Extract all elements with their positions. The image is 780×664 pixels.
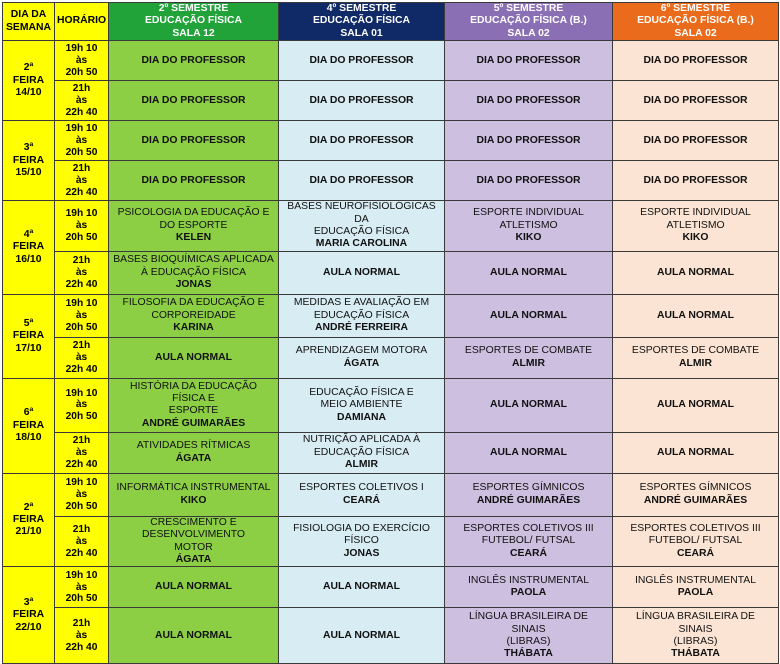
class-cell-semester-6: [613, 294, 779, 337]
day-label: [3, 378, 55, 473]
time-slot: [55, 432, 109, 473]
time-text: 22h 40: [65, 278, 98, 290]
class-cell-semester-5: [445, 41, 613, 81]
time-slot: [55, 201, 109, 252]
time-text: às: [75, 309, 88, 321]
class-status: DIA DO PROFESSOR: [141, 94, 246, 106]
time-text: 20h 50: [65, 146, 98, 158]
teacher-name: JONAS: [343, 547, 380, 559]
course-name: DA: [354, 213, 369, 225]
schedule-row: [3, 161, 779, 201]
course-name: FISIOLOGIA DO EXERCÍCIO: [293, 523, 430, 535]
class-cell-semester-2: [109, 251, 279, 294]
day-label: [3, 567, 55, 664]
course-name: FILOSOFIA DA EDUCAÇÃO E: [122, 297, 265, 309]
day-text: 3ª: [23, 596, 34, 608]
time-text: às: [75, 446, 88, 458]
class-cell-semester-4: [279, 41, 445, 81]
time-text: às: [75, 174, 88, 186]
schedule-row: [3, 251, 779, 294]
time-text: 21h: [72, 255, 91, 267]
time-text: 22h 40: [65, 641, 98, 653]
header-semester-6: 6º SEMESTRE EDUCAÇÃO FÍSICA (B.) SALA 02: [613, 3, 779, 41]
teacher-name: KIKO: [515, 232, 542, 244]
time-text: 22h 40: [65, 547, 98, 559]
class-cell-semester-4: [279, 161, 445, 201]
teacher-name: ANDRÉ GUIMARÃES: [476, 494, 581, 506]
teacher-name: PAOLA: [510, 587, 547, 599]
time-text: às: [75, 351, 88, 363]
class-status: AULA NORMAL: [323, 629, 400, 641]
class-status: DIA DO PROFESSOR: [643, 94, 748, 106]
teacher-name: CEARÁ: [677, 547, 714, 559]
class-status: AULA NORMAL: [155, 351, 232, 363]
time-text: às: [75, 535, 88, 547]
course-name: ESPORTES DE COMBATE: [464, 345, 593, 357]
class-status: DIA DO PROFESSOR: [643, 54, 748, 66]
day-text: 21/10: [15, 526, 42, 538]
time-slot: [55, 81, 109, 121]
class-status: DIA DO PROFESSOR: [309, 134, 414, 146]
time-text: 20h 50: [65, 231, 98, 243]
course-name: DESENVOLVIMENTO: [142, 529, 245, 541]
class-status: AULA NORMAL: [657, 266, 734, 278]
class-cell-semester-5: [445, 121, 613, 161]
day-text: FEIRA: [12, 513, 45, 525]
time-text: às: [75, 266, 88, 278]
header-day: DIA DA SEMANA: [3, 3, 55, 41]
class-cell-semester-5: [445, 608, 613, 664]
class-cell-semester-4: [279, 294, 445, 337]
class-cell-semester-6: [613, 121, 779, 161]
course-name: EDUCAÇÃO FÍSICA E: [309, 386, 414, 398]
time-text: 21h: [72, 83, 91, 95]
teacher-name: ANDRÉ GUIMARÃES: [141, 417, 246, 429]
course-name: EDUCAÇÃO FÍSICA: [313, 309, 410, 321]
time-text: às: [75, 581, 88, 593]
class-cell-semester-5: [445, 161, 613, 201]
time-slot: [55, 567, 109, 608]
schedule-row: [3, 201, 779, 252]
header-row: [3, 3, 779, 41]
class-cell-semester-6: [613, 251, 779, 294]
course-name: ESPORTE: [168, 405, 219, 417]
class-cell-semester-5: [445, 201, 613, 252]
day-label: [3, 294, 55, 378]
day-text: 6ª: [23, 407, 34, 419]
course-name: EDUCAÇÃO FÍSICA: [313, 226, 410, 238]
time-text: 21h: [72, 435, 91, 447]
class-cell-semester-2: [109, 516, 279, 567]
class-cell-semester-2: [109, 41, 279, 81]
day-label: [3, 201, 55, 295]
time-text: 21h: [72, 523, 91, 535]
teacher-name: MARIA CAROLINA: [315, 238, 408, 250]
course-name: APRENDIZAGEM MOTORA: [295, 345, 428, 357]
teacher-name: THÁBATA: [671, 648, 720, 660]
course-name: INFORMÁTICA INSTRUMENTAL: [116, 482, 271, 494]
class-cell-semester-5: [445, 567, 613, 608]
course-name: ESPORTES GÍMNICOS: [472, 482, 585, 494]
class-status: AULA NORMAL: [490, 446, 567, 458]
time-text: 19h 10: [65, 569, 98, 581]
class-cell-semester-6: [613, 432, 779, 473]
time-slot: [55, 251, 109, 294]
day-text: 16/10: [15, 253, 42, 265]
class-status: AULA NORMAL: [490, 266, 567, 278]
class-cell-semester-4: [279, 567, 445, 608]
schedule-row: [3, 337, 779, 378]
time-text: às: [75, 94, 88, 106]
teacher-name: KARINA: [173, 322, 214, 334]
class-cell-semester-2: [109, 294, 279, 337]
class-cell-semester-6: [613, 516, 779, 567]
schedule-row: [3, 473, 779, 516]
time-text: 22h 40: [65, 106, 98, 118]
course-name: FÍSICO: [344, 535, 379, 547]
class-cell-semester-5: [445, 294, 613, 337]
class-cell-semester-5: [445, 337, 613, 378]
class-cell-semester-2: [109, 432, 279, 473]
class-cell-semester-6: [613, 161, 779, 201]
class-status: DIA DO PROFESSOR: [309, 174, 414, 186]
course-name: FUTEBOL/ FUTSAL: [481, 535, 576, 547]
time-text: 19h 10: [65, 123, 98, 135]
day-text: 2ª: [23, 501, 34, 513]
class-cell-semester-5: [445, 81, 613, 121]
teacher-name: DAMIANA: [336, 411, 387, 423]
time-slot: [55, 161, 109, 201]
day-text: 14/10: [15, 86, 42, 98]
time-slot: [55, 378, 109, 432]
course-name: NUTRIÇÃO APLICADA À: [302, 434, 421, 446]
class-cell-semester-2: [109, 121, 279, 161]
class-cell-semester-4: [279, 81, 445, 121]
course-name: FUTEBOL/ FUTSAL: [648, 535, 743, 547]
schedule-row: [3, 432, 779, 473]
course-name: INGLÊS INSTRUMENTAL: [467, 575, 590, 587]
class-status: AULA NORMAL: [657, 446, 734, 458]
teacher-name: ANDRÉ FERREIRA: [315, 322, 408, 334]
course-name: ESPORTES COLETIVOS III: [463, 523, 594, 535]
course-name: BASES BIOQUÍMICAS APLICADA: [113, 254, 274, 266]
time-text: 20h 50: [65, 593, 98, 605]
time-text: 20h 50: [65, 500, 98, 512]
class-cell-semester-6: [613, 41, 779, 81]
class-cell-semester-4: [279, 251, 445, 294]
class-status: DIA DO PROFESSOR: [141, 54, 246, 66]
day-text: 17/10: [15, 342, 42, 354]
course-name: ESPORTES DE COMBATE: [631, 345, 760, 357]
teacher-name: ALMIR: [679, 357, 712, 369]
class-status: DIA DO PROFESSOR: [476, 94, 581, 106]
time-text: 19h 10: [65, 477, 98, 489]
course-name: ESPORTES COLETIVOS I: [299, 482, 424, 494]
teacher-name: ANDRÉ GUIMARÃES: [643, 494, 748, 506]
day-text: 22/10: [15, 621, 42, 633]
course-name: FÍSICA E: [172, 392, 215, 404]
course-name: (LIBRAS): [673, 635, 718, 647]
class-cell-semester-6: [613, 337, 779, 378]
class-cell-semester-2: [109, 608, 279, 664]
course-name: CORPOREIDADE: [151, 309, 236, 321]
class-cell-semester-5: [445, 378, 613, 432]
course-name: ATIVIDADES RÍTMICAS: [136, 440, 251, 452]
course-name: SINAIS: [678, 623, 713, 635]
course-name: INGLÊS INSTRUMENTAL: [634, 575, 757, 587]
class-cell-semester-4: [279, 337, 445, 378]
class-cell-semester-2: [109, 161, 279, 201]
teacher-name: ALMIR: [512, 357, 545, 369]
course-name: MEDIDAS E AVALIAÇÃO EM: [293, 297, 430, 309]
course-name: CRESCIMENTO E: [150, 516, 237, 528]
schedule-body: [3, 41, 779, 664]
day-text: 2ª: [23, 62, 34, 74]
course-name: ATLETISMO: [666, 219, 725, 231]
time-slot: [55, 608, 109, 664]
course-name: EDUCAÇÃO FÍSICA: [313, 446, 410, 458]
teacher-name: ALMIR: [345, 459, 378, 471]
class-status: AULA NORMAL: [657, 399, 734, 411]
schedule-row: [3, 121, 779, 161]
class-cell-semester-5: [445, 473, 613, 516]
day-text: FEIRA: [12, 330, 45, 342]
teacher-name: THÁBATA: [504, 648, 553, 660]
header-semester-4: 4º SEMESTRE EDUCAÇÃO FÍSICA SALA 01: [279, 3, 445, 41]
class-cell-semester-4: [279, 473, 445, 516]
time-slot: [55, 473, 109, 516]
time-text: 19h 10: [65, 387, 98, 399]
class-cell-semester-6: [613, 81, 779, 121]
time-text: às: [75, 134, 88, 146]
time-text: 20h 50: [65, 321, 98, 333]
schedule-row: [3, 516, 779, 567]
day-text: 15/10: [15, 166, 42, 178]
time-text: 19h 10: [65, 298, 98, 310]
day-text: FEIRA: [12, 609, 45, 621]
course-name: ESPORTES COLETIVOS III: [630, 523, 761, 535]
class-cell-semester-2: [109, 81, 279, 121]
class-status: AULA NORMAL: [490, 309, 567, 321]
time-text: às: [75, 399, 88, 411]
time-text: às: [75, 630, 88, 642]
course-name: ESPORTES GÍMNICOS: [639, 482, 752, 494]
class-cell-semester-2: [109, 201, 279, 252]
class-status: DIA DO PROFESSOR: [476, 54, 581, 66]
class-cell-semester-5: [445, 432, 613, 473]
schedule-row: [3, 608, 779, 664]
day-text: 5ª: [23, 317, 34, 329]
day-text: FEIRA: [12, 241, 45, 253]
time-text: 22h 40: [65, 363, 98, 375]
day-label: [3, 473, 55, 567]
class-cell-semester-6: [613, 473, 779, 516]
time-text: 22h 40: [65, 186, 98, 198]
teacher-name: ÁGATA: [343, 357, 380, 369]
class-cell-semester-5: [445, 516, 613, 567]
day-text: 3ª: [23, 142, 34, 154]
schedule-row: [3, 567, 779, 608]
class-cell-semester-5: [445, 251, 613, 294]
time-text: 19h 10: [65, 43, 98, 55]
schedule-row: [3, 81, 779, 121]
time-slot: [55, 294, 109, 337]
schedule-row: [3, 294, 779, 337]
teacher-name: JONAS: [175, 279, 212, 291]
course-name: ESPORTE INDIVIDUAL: [473, 207, 584, 219]
course-name: À EDUCAÇÃO FÍSICA: [140, 266, 247, 278]
class-status: AULA NORMAL: [490, 399, 567, 411]
class-status: DIA DO PROFESSOR: [476, 174, 581, 186]
time-text: 21h: [72, 618, 91, 630]
class-status: DIA DO PROFESSOR: [141, 134, 246, 146]
class-cell-semester-6: [613, 608, 779, 664]
day-text: 4ª: [23, 228, 34, 240]
course-name: LÍNGUA BRASILEIRA DE: [469, 611, 588, 623]
course-name: (LIBRAS): [506, 635, 551, 647]
class-cell-semester-2: [109, 378, 279, 432]
header-semester-5: 5º SEMESTRE EDUCAÇÃO FÍSICA (B.) SALA 02: [445, 3, 613, 41]
teacher-name: ÁGATA: [175, 452, 212, 464]
course-name: SINAIS: [511, 623, 546, 635]
class-status: AULA NORMAL: [323, 266, 400, 278]
time-text: 21h: [72, 163, 91, 175]
course-name: MOTOR: [174, 541, 213, 553]
class-status: AULA NORMAL: [155, 629, 232, 641]
class-status: DIA DO PROFESSOR: [643, 174, 748, 186]
day-text: FEIRA: [12, 74, 45, 86]
class-cell-semester-2: [109, 337, 279, 378]
course-name: HISTÓRIA DA EDUCAÇÃO: [129, 380, 258, 392]
course-name: ESPORTE INDIVIDUAL: [640, 207, 751, 219]
time-text: 19h 10: [65, 208, 98, 220]
class-schedule-table: [2, 2, 779, 664]
class-status: DIA DO PROFESSOR: [476, 134, 581, 146]
course-name: ATLETISMO: [499, 219, 558, 231]
header-time: HORÁRIO: [55, 3, 109, 41]
class-cell-semester-4: [279, 516, 445, 567]
teacher-name: PAOLA: [677, 587, 714, 599]
day-text: FEIRA: [12, 154, 45, 166]
teacher-name: CEARÁ: [510, 547, 547, 559]
class-status: DIA DO PROFESSOR: [643, 134, 748, 146]
course-name: LÍNGUA BRASILEIRA DE: [636, 611, 755, 623]
day-label: [3, 41, 55, 121]
class-status: AULA NORMAL: [323, 581, 400, 593]
course-name: PSICOLOGIA DA EDUCAÇÃO E: [117, 207, 270, 219]
class-cell-semester-4: [279, 121, 445, 161]
time-slot: [55, 121, 109, 161]
time-text: 20h 50: [65, 411, 98, 423]
time-text: às: [75, 54, 88, 66]
time-slot: [55, 41, 109, 81]
time-text: às: [75, 220, 88, 232]
teacher-name: ÁGATA: [175, 554, 212, 566]
teacher-name: KIKO: [180, 494, 207, 506]
time-slot: [55, 516, 109, 567]
teacher-name: CEARÁ: [343, 494, 380, 506]
course-name: MEIO AMBIENTE: [320, 399, 403, 411]
class-status: AULA NORMAL: [657, 309, 734, 321]
teacher-name: KELEN: [175, 232, 212, 244]
schedule-row: [3, 378, 779, 432]
time-text: às: [75, 488, 88, 500]
class-cell-semester-4: [279, 201, 445, 252]
time-text: 21h: [72, 340, 91, 352]
class-status: DIA DO PROFESSOR: [309, 94, 414, 106]
class-cell-semester-4: [279, 378, 445, 432]
class-status: AULA NORMAL: [155, 581, 232, 593]
day-label: [3, 121, 55, 201]
class-cell-semester-6: [613, 378, 779, 432]
class-cell-semester-2: [109, 567, 279, 608]
class-cell-semester-4: [279, 608, 445, 664]
teacher-name: KIKO: [682, 232, 709, 244]
course-name: BASES NEUROFISIOLÓGICAS: [287, 201, 436, 213]
class-status: DIA DO PROFESSOR: [141, 174, 246, 186]
header-semester-2: 2º SEMESTRE EDUCAÇÃO FÍSICA SALA 12: [109, 3, 279, 41]
schedule-row: [3, 41, 779, 81]
day-text: FEIRA: [12, 419, 45, 431]
class-cell-semester-2: [109, 473, 279, 516]
course-name: DO ESPORTE: [159, 219, 228, 231]
class-status: DIA DO PROFESSOR: [309, 54, 414, 66]
time-slot: [55, 337, 109, 378]
day-text: 18/10: [15, 432, 42, 444]
class-cell-semester-4: [279, 432, 445, 473]
class-cell-semester-6: [613, 201, 779, 252]
time-text: 20h 50: [65, 66, 98, 78]
class-cell-semester-6: [613, 567, 779, 608]
time-text: 22h 40: [65, 458, 98, 470]
